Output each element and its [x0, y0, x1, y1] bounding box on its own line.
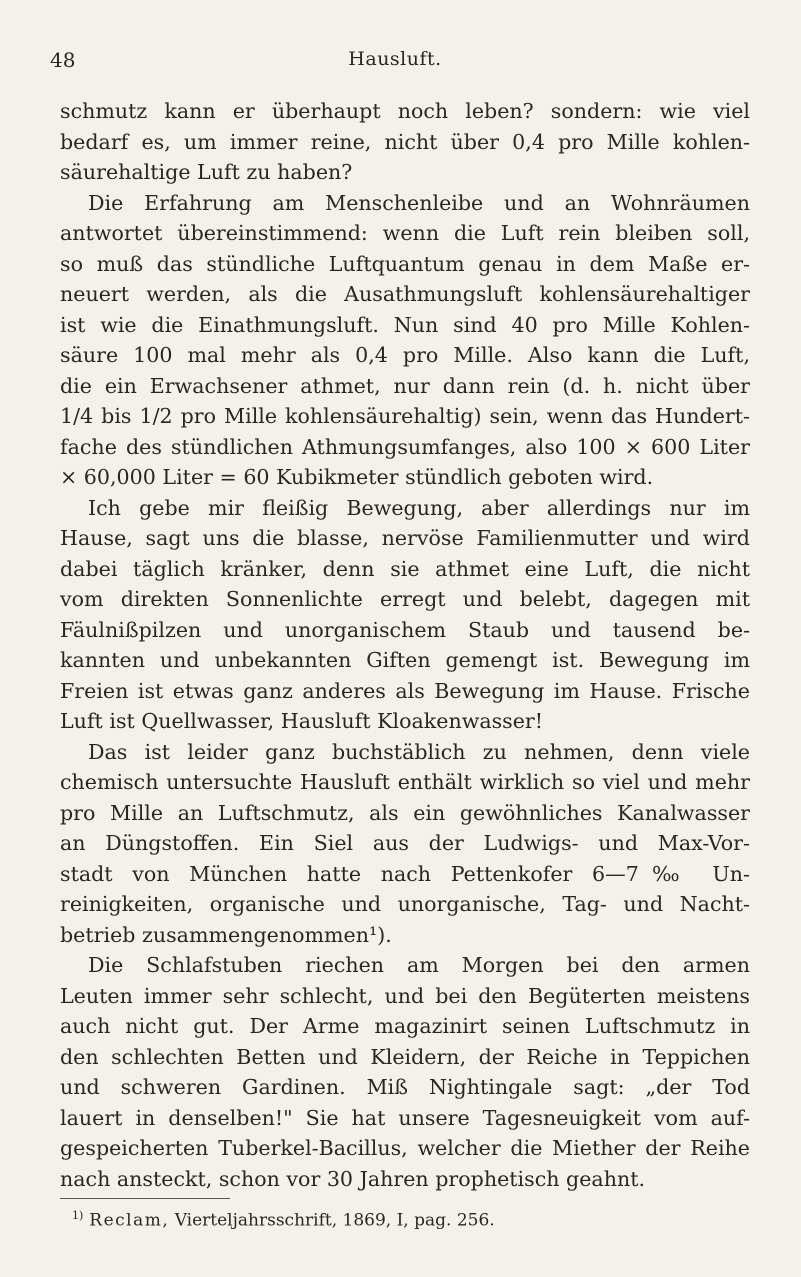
- text-line: neuert werden, als die Ausathmungsluft kohlensäurehaltiger: [60, 282, 750, 306]
- text-line: an Düngstoffen. Ein Siel aus der Ludwigs- und Max-Vor-: [60, 831, 750, 855]
- text-line: Freien ist etwas ganz anderes als Bewegung im Hause. Frische: [60, 678, 750, 703]
- text-line: × 60,000 Liter = 60 Kubikmeter stündlich geboten wird.: [60, 465, 654, 489]
- text-line: chemisch untersuchte Hausluft enthält wirklich so viel und mehr: [60, 770, 750, 794]
- text-line: reinigkeiten, organische und unorganische, Tag- und Nacht-: [60, 892, 750, 916]
- footnote-author: Reclam,: [89, 1210, 170, 1231]
- body-text: [60, 96, 750, 1194]
- text-line: Die Schlafstuben riechen am Morgen bei den armen: [88, 953, 750, 977]
- text-line: gespeicherten Tuberkel-Bacillus, welcher die Miether der Reihe: [60, 1136, 750, 1160]
- text-line: 1/4 bis 1/2 pro Mille kohlensäurehaltig) sein, wenn das Hundert-: [60, 404, 750, 428]
- text-line: Ich gebe mir fleißig Bewegung, aber allerdings nur im: [88, 495, 750, 520]
- text-line: Fäulnißpilzen und unorganischem Staub und tausend be-: [60, 617, 750, 642]
- page-header: [50, 44, 740, 74]
- text-line: vom direkten Sonnenlichte erregt und belebt, dagegen mit: [60, 587, 750, 611]
- running-head: Hausluft.: [348, 48, 442, 70]
- text-line: fache des stündlichen Athmungsumfanges, also 100 × 600 Liter: [60, 434, 750, 459]
- text-line: Leuten immer sehr schlecht, und bei den Begüterten meistens: [60, 983, 750, 1008]
- text-line: so muß das stündliche Luftquantum genau in dem Maße er-: [60, 251, 750, 276]
- text-line: säure 100 mal mehr als 0,4 pro Mille. Also kann die Luft,: [60, 343, 750, 367]
- text-line: schmutz kann er überhaupt noch leben? sondern: wie viel: [60, 99, 750, 123]
- footnote-divider: [60, 1198, 230, 1199]
- text-line: bedarf es, um immer reine, nicht über 0,4 pro Mille kohlen-: [60, 129, 750, 154]
- text-line: Das ist leider ganz buchstäblich zu nehmen, denn viele: [88, 739, 750, 764]
- text-line: antwortet übereinstimmend: wenn die Luft rein bleiben soll,: [60, 221, 750, 245]
- text-line: dabei täglich kränker, denn sie athmet eine Luft, die nicht: [60, 556, 750, 581]
- text-line: stadt von München hatte nach Pettenkofer 6—7‰ Un-: [60, 861, 750, 886]
- text-line: und schweren Gardinen. Miß Nightingale sagt: „der Tod: [60, 1075, 750, 1099]
- text-line: den schlechten Betten und Kleidern, der Reiche in Teppichen: [60, 1044, 750, 1069]
- text-line: lauert in denselben!" Sie hat unsere Tagesneuigkeit vom auf-: [60, 1105, 750, 1130]
- text-line: Hause, sagt uns die blasse, nervöse Familienmutter und wird: [60, 526, 750, 550]
- text-line: nach ansteckt, schon vor 30 Jahren prophetisch geahnt.: [60, 1166, 646, 1191]
- text-line: auch nicht gut. Der Arme magazinirt seinen Luftschmutz in: [60, 1014, 750, 1038]
- page-number: 48: [50, 48, 76, 72]
- text-line: Luft ist Quellwasser, Hausluft Kloakenwasser!: [60, 709, 544, 733]
- text-line: betrieb zusammengenommen¹).: [60, 922, 392, 947]
- footnote: [72, 1204, 732, 1233]
- text-line: säurehaltige Luft zu haben?: [60, 160, 353, 184]
- text-line: pro Mille an Luftschmutz, als ein gewöhnliches Kanalwasser: [60, 800, 750, 825]
- footnote-citation: Vierteljahrsschrift, 1869, I, pag. 256.: [174, 1210, 495, 1231]
- text-line: die ein Erwachsener athmet, nur dann rein (d. h. nicht über: [60, 373, 750, 398]
- footnote-marker: 1): [72, 1209, 84, 1222]
- text-line: ist wie die Einathmungsluft. Nun sind 40 pro Mille Kohlen-: [60, 312, 750, 337]
- text-line: kannten und unbekannten Giften gemengt ist. Bewegung im: [60, 648, 750, 672]
- text-line: Die Erfahrung am Menschenleibe und an Wohnräumen: [88, 190, 750, 215]
